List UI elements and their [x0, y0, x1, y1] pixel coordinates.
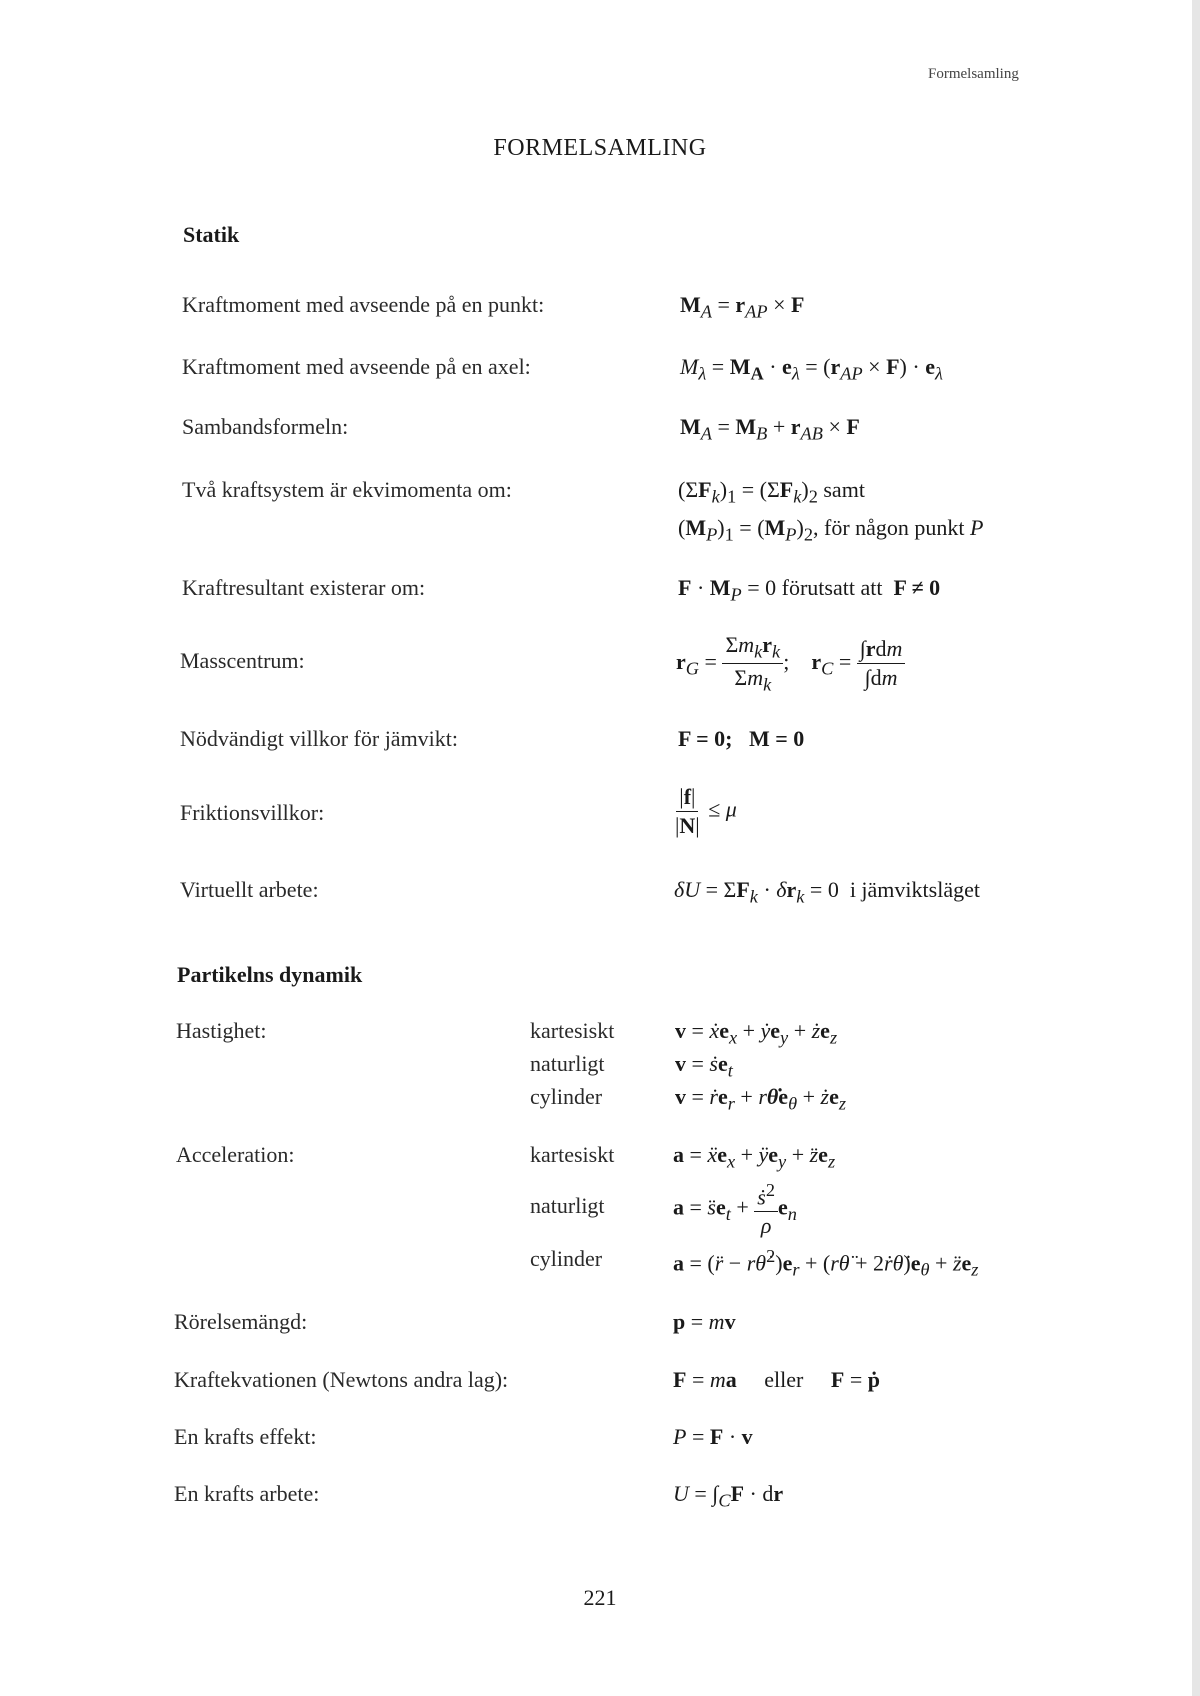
running-header: Formelsamling [928, 66, 1019, 82]
section-heading-partikel: Partikelns dynamik [177, 962, 363, 987]
label-kraftmoment-punkt: Kraftmoment med avseende på en punkt: [182, 292, 545, 317]
label-acceleration: Acceleration: [176, 1142, 295, 1167]
label-hastighet: Hastighet: [176, 1018, 267, 1043]
formula-jamvikt: F = 0; M = 0 [678, 726, 805, 751]
formula-kraftmoment-axel: $M_\lambda = M_A \cdot e_\lambda = (r_{AP} \times F) \cdot e_\lambda$ [680, 354, 943, 384]
label-ekvimomenta: Två kraftsystem är ekvimomenta om: [182, 477, 512, 502]
sub-acceleration-naturligt: naturligt [530, 1193, 605, 1218]
sub-hastighet-cylinder: cylinder [530, 1084, 603, 1109]
sub-acceleration-kartesiskt: kartesiskt [530, 1142, 615, 1167]
label-arbete: En krafts arbete: [174, 1481, 320, 1506]
sub-acceleration-cylinder: cylinder [530, 1246, 603, 1271]
formula-masscentrum: $r_G$ = $\frac{\Sigma m_kr_k}{\Sigma m_k}$ ; $r_C$ = $\frac{\text{∫rdm}}{\int dm}$ [676, 632, 905, 696]
label-rorelsemangd: Rörelsemängd: [174, 1309, 308, 1334]
label-virtuellt-arbete: Virtuellt arbete: [180, 877, 319, 902]
formula-sambandsformeln: $M_A = M_B + r_{AB} \times F$ [680, 414, 860, 444]
formula-acceleration-cylinder: a = (r̈ − $r\thetȧ^2)e_r$ + (rθ̈ + $2ṙ\thetȧ)e_\theta$ + $z̈e_z$ [673, 1246, 979, 1280]
section-heading-statik: Statik [183, 222, 240, 247]
label-friktionsvillkor: Friktionsvillkor: [180, 800, 325, 825]
label-sambandsformeln: Sambandsformeln: [182, 414, 349, 439]
formula-rorelsemangd: p = mv [673, 1309, 736, 1334]
sub-hastighet-kartesiskt: kartesiskt [530, 1018, 615, 1043]
formula-acceleration-kartesiskt: a = ẍe$_x$ + $ÿe_y$ + $z̈e_z$ [673, 1142, 836, 1172]
formula-friktionsvillkor: $\frac{|f|}{|N|}$ ≤ μ [675, 784, 737, 838]
formula-ekvimomenta-2: $(M_P)_1 = (M_P)_2$, för någon punkt P [678, 515, 984, 545]
page-title: FORMELSAMLING [493, 135, 707, 161]
formula-virtuellt-arbete: $\delta U = \Sigma F_k \cdot \delta r_k = 0$ i jämviktsläget [674, 877, 980, 907]
formula-hastighet-cylinder: v = ṙe$_r$ + $r\thetȧe_\theta$ + $że_z$ [675, 1084, 846, 1114]
label-jamvikt: Nödvändigt villkor för jämvikt: [180, 726, 459, 751]
scan-edge [1192, 0, 1200, 1696]
formula-ekvimomenta-1: $(\Sigma F_k)_1 = (\Sigma F_k)_2$ samt [678, 477, 865, 507]
label-effekt: En krafts effekt: [174, 1424, 317, 1449]
page-number: 221 [583, 1585, 617, 1610]
formula-kraftresultant: $F \cdot M_P = 0$ förutsatt att F ≠ 0 [678, 575, 941, 605]
formula-hastighet-naturligt: v = ṡe$_t$ [675, 1051, 733, 1081]
label-kraftmoment-axel: Kraftmoment med avseende på en axel: [182, 354, 531, 379]
sub-hastighet-naturligt: naturligt [530, 1051, 605, 1076]
label-kraftresultant: Kraftresultant existerar om: [182, 575, 426, 600]
formula-kraftekvationen: F = ma eller F = ṗ [673, 1367, 880, 1392]
formula-hastighet-kartesiskt: v = ẋe$_x$ + ẏe$_y$ + $że_z$ [675, 1018, 838, 1048]
formula-acceleration-naturligt: $a = s̈e_t$ + $\frac{ṡ^2}{\rho}$ $e_n$ [673, 1180, 797, 1239]
label-kraftekvationen: Kraftekvationen (Newtons andra lag): [174, 1367, 509, 1392]
formula-effekt: P = F · v [673, 1424, 753, 1449]
label-masscentrum: Masscentrum: [180, 648, 305, 673]
formula-kraftmoment-punkt: $M_A = r_{AP} \times F$ [680, 292, 805, 322]
formula-arbete: $U = \int_CF$ · dr [673, 1481, 784, 1511]
